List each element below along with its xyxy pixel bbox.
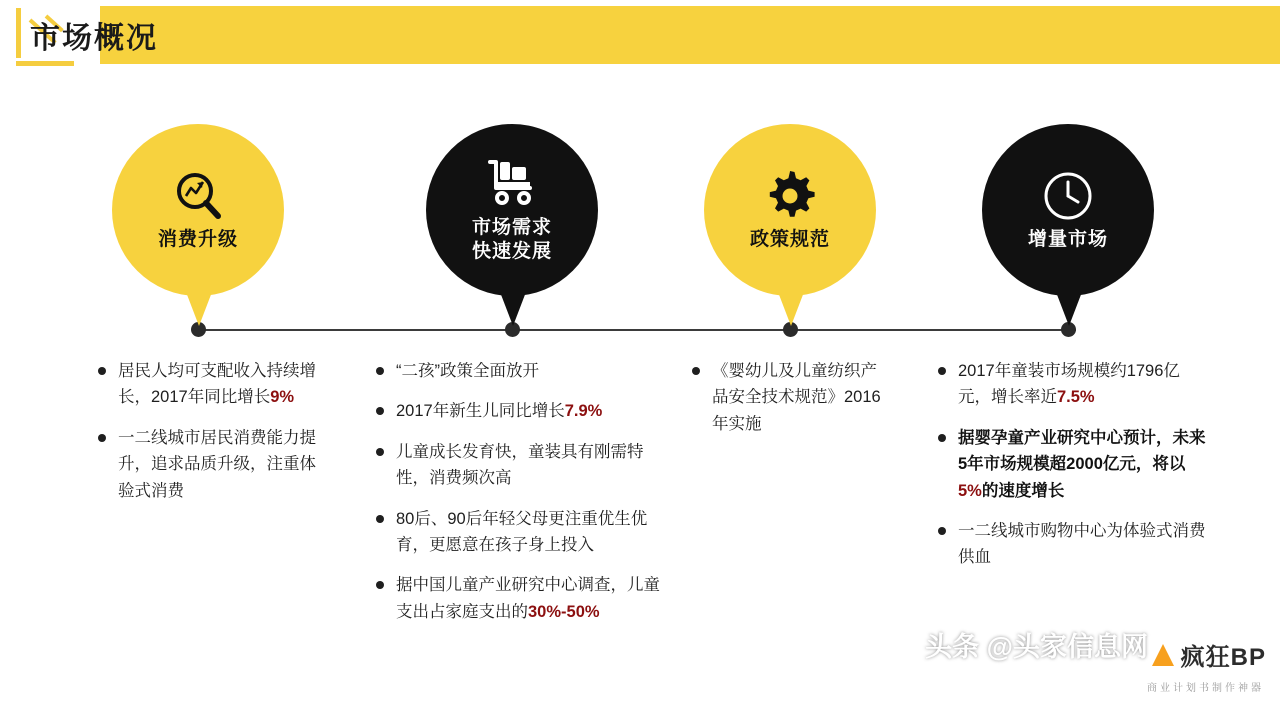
bullet-item <box>376 439 661 492</box>
bullet-dot-icon <box>692 367 700 375</box>
bullet-text: 居民人均可支配收入持续增长，2017年同比增长9% <box>118 362 316 407</box>
bullet-item <box>938 425 1206 504</box>
bullet-item <box>692 358 892 437</box>
bullet-text: “二孩”政策全面放开 <box>396 362 539 380</box>
node-pointer <box>1056 292 1082 326</box>
bullet-item <box>98 358 328 411</box>
node-pointer <box>778 292 804 326</box>
node-label-line2: 快速发展 <box>471 241 552 262</box>
bullet-text: 2017年童装市场规模约1796亿元，增长率近7.5% <box>958 362 1180 407</box>
bullet-item <box>376 398 661 424</box>
bullet-text: 一二线城市购物中心为体验式消费供血 <box>958 521 1206 567</box>
clock-icon <box>1041 168 1095 224</box>
bullet-item <box>376 506 661 559</box>
bullet-dot-icon <box>376 581 384 589</box>
brand-logo <box>1152 637 1266 672</box>
node-label: 增量市场 <box>1027 229 1108 251</box>
bullet-column-market-demand <box>376 358 661 639</box>
bullet-item <box>938 358 1206 411</box>
magnifier-chart-icon <box>170 168 226 224</box>
node-label: 政策规范 <box>749 229 830 251</box>
bullet-dot-icon <box>938 527 946 535</box>
bullet-dot-icon <box>376 448 384 456</box>
bullet-text: 儿童成长发育快，童装具有刚需特性，消费频次高 <box>396 442 644 488</box>
bullet-text: 2017年新生儿同比增长7.9% <box>396 402 603 421</box>
node-pointer <box>500 292 526 326</box>
bullet-dot-icon <box>98 434 106 442</box>
luggage-cart-icon <box>482 156 542 212</box>
watermark: 头条 @头家信息网 <box>925 632 1148 662</box>
bullet-text: 据中国儿童产业研究中心调查，儿童支出占家庭支出的30%-50% <box>396 576 660 621</box>
bullet-column-incremental-market <box>938 358 1206 585</box>
bullet-text: 一二线城市居民消费能力提升，追求品质升级，注重体验式消费 <box>118 428 316 500</box>
bullet-item <box>938 518 1206 571</box>
node-label: 消费升级 <box>157 229 238 251</box>
bullet-dot-icon <box>376 367 384 375</box>
bullet-column-consumption-upgrade <box>98 358 328 518</box>
triangle-icon <box>1152 644 1174 666</box>
node-label-line1: 市场需求 <box>471 217 552 239</box>
brand-tagline: 商业计划书制作神器 <box>1147 683 1264 694</box>
bullet-column-policy-standard <box>692 358 892 451</box>
bullet-dot-icon <box>376 515 384 523</box>
bullet-dot-icon <box>376 407 384 415</box>
page-header <box>0 0 1280 80</box>
bullet-text: 80后、90后年轻父母更注重优生优育，更愿意在孩子身上投入 <box>396 509 648 554</box>
bullet-dot-icon <box>938 367 946 375</box>
node-pointer <box>186 292 212 326</box>
bullet-dot-icon <box>938 434 946 442</box>
bullet-item <box>98 425 328 504</box>
bullet-dot-icon <box>98 367 106 375</box>
brand-name: 疯狂BP <box>1180 644 1266 671</box>
bullet-item <box>376 572 661 625</box>
bullet-text: 《婴幼儿及儿童纺织产品安全技术规范》2016年实施 <box>712 362 881 433</box>
bullet-text: 据婴孕童产业研究中心预计，未来5年市场规模超2000亿元，将以5%的速度增长 <box>958 428 1206 500</box>
bullet-item <box>376 358 661 384</box>
timeline-axis <box>198 329 1076 331</box>
page-title: 市场概况 <box>30 22 158 55</box>
title-banner <box>100 6 1280 64</box>
gear-icon <box>763 168 817 224</box>
